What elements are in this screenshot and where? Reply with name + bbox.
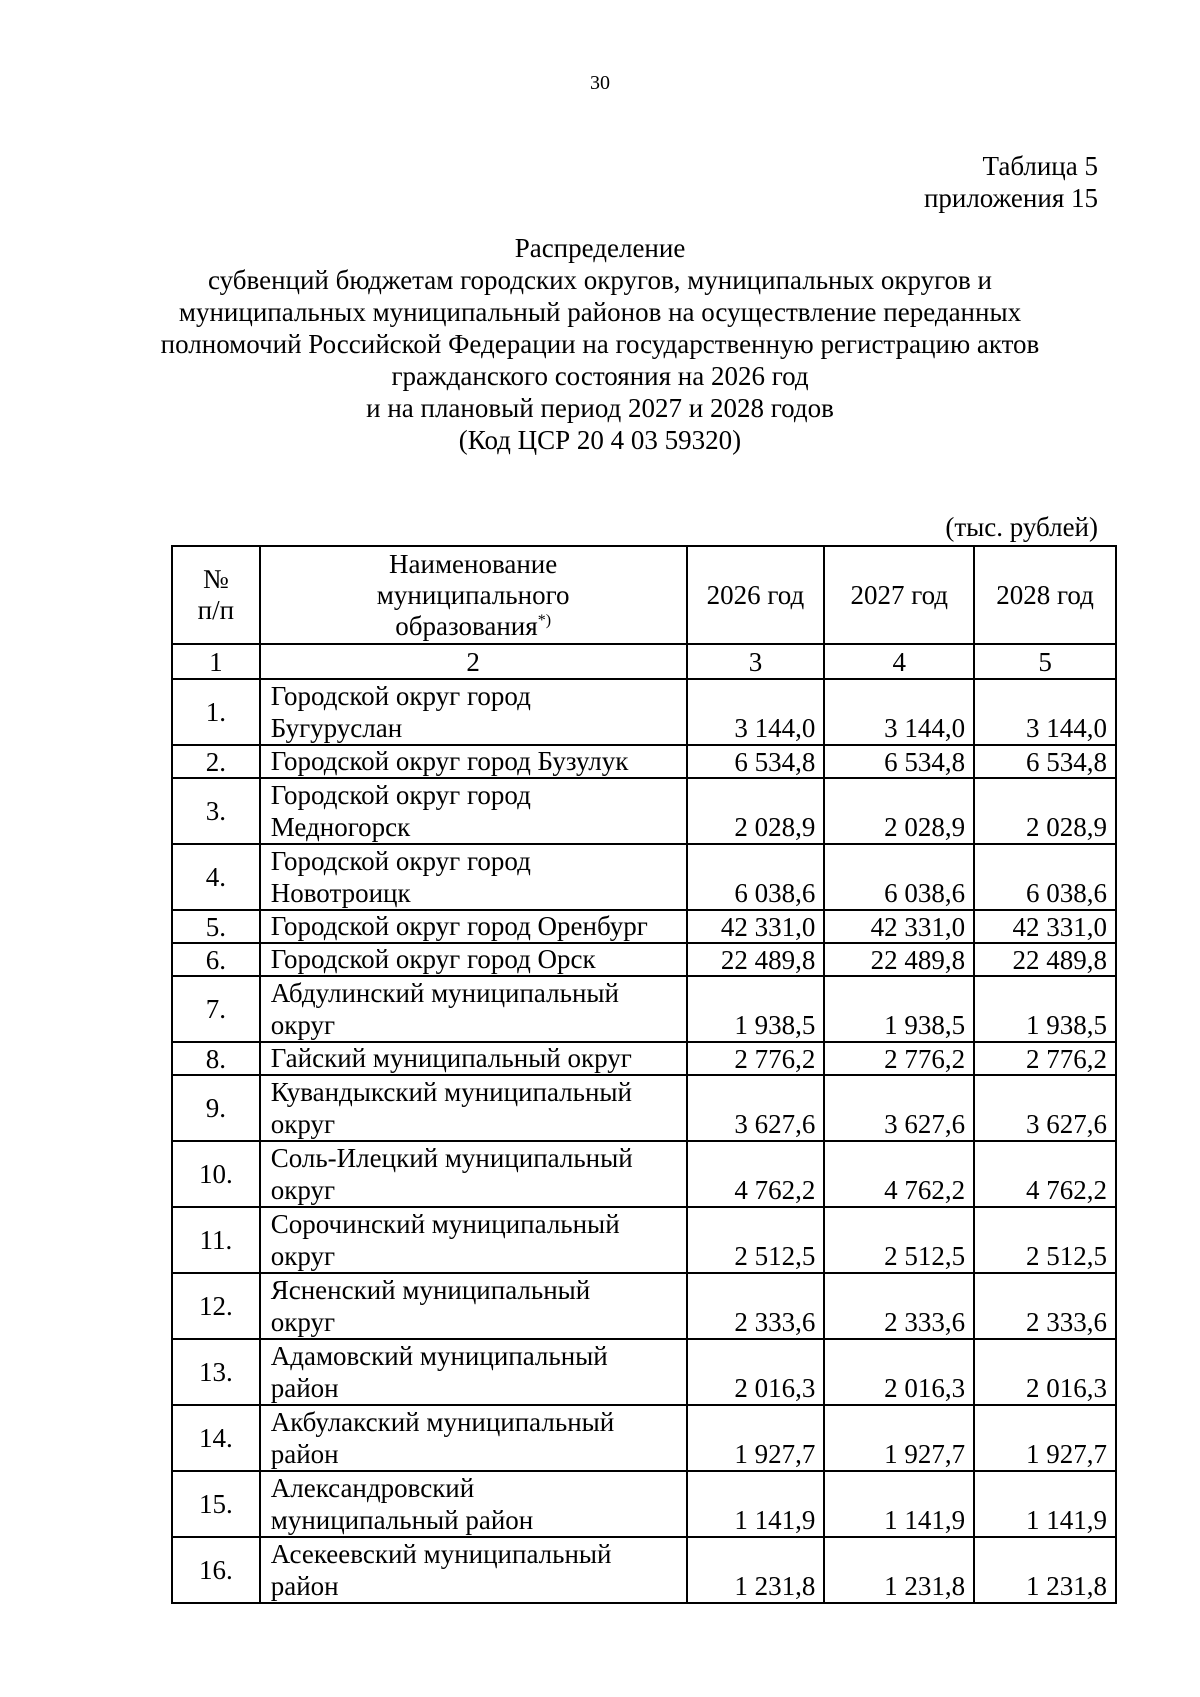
municipality-name bbox=[260, 745, 687, 778]
amount-2028: 6 534,8 bbox=[974, 745, 1116, 778]
title-line: гражданского состояния на 2026 год bbox=[391, 361, 809, 391]
table-row bbox=[172, 1141, 1116, 1207]
municipality-name-line: Абдулинский муниципальный bbox=[270, 978, 619, 1008]
table-row bbox=[172, 1075, 1116, 1141]
municipality-name bbox=[260, 976, 687, 1042]
table-row bbox=[172, 1471, 1116, 1537]
table-body bbox=[172, 679, 1116, 1603]
column-index: 1 bbox=[172, 644, 260, 679]
amount-2028: 2 333,6 bbox=[974, 1273, 1116, 1339]
amount-2026: 2 016,3 bbox=[687, 1339, 825, 1405]
header-2027: 2027 год bbox=[824, 546, 974, 644]
amount-2026: 6 534,8 bbox=[687, 745, 825, 778]
municipality-name-line: район bbox=[270, 1439, 339, 1469]
table-row bbox=[172, 910, 1116, 943]
row-number: 8. bbox=[172, 1042, 260, 1075]
municipality-name-line: Городской округ город Бузулук bbox=[270, 746, 629, 776]
amount-2028: 2 016,3 bbox=[974, 1339, 1116, 1405]
table-row bbox=[172, 1537, 1116, 1603]
amount-2026: 3 144,0 bbox=[687, 679, 825, 745]
amount-2026: 42 331,0 bbox=[687, 910, 825, 943]
row-number: 14. bbox=[172, 1405, 260, 1471]
municipality-name-line: Бугуруслан bbox=[270, 713, 403, 743]
amount-2027: 3 627,6 bbox=[824, 1075, 974, 1141]
municipality-name-line: Городской округ город bbox=[270, 780, 531, 810]
municipality-name-line: округ bbox=[270, 1109, 336, 1139]
municipality-name-line: Городской округ город bbox=[270, 681, 531, 711]
row-number: 5. bbox=[172, 910, 260, 943]
title-line: Распределение bbox=[514, 233, 686, 263]
amount-2028: 2 028,9 bbox=[974, 778, 1116, 844]
title-line: муниципальных муниципальный районов на осуществление переданных bbox=[178, 297, 1022, 327]
municipality-name-line: Акбулакский муниципальный bbox=[270, 1407, 615, 1437]
amount-2026: 4 762,2 bbox=[687, 1141, 825, 1207]
municipality-name-line: Кувандыкский муниципальный bbox=[270, 1077, 632, 1107]
header-name-line: Наименование bbox=[389, 548, 558, 579]
municipality-name bbox=[260, 1339, 687, 1405]
amount-2026: 1 927,7 bbox=[687, 1405, 825, 1471]
row-number: 3. bbox=[172, 778, 260, 844]
row-number: 15. bbox=[172, 1471, 260, 1537]
municipality-name bbox=[260, 1141, 687, 1207]
table-reference bbox=[924, 150, 1098, 214]
table-row bbox=[172, 1273, 1116, 1339]
municipality-name-line: Александровский bbox=[270, 1473, 475, 1503]
row-number: 4. bbox=[172, 844, 260, 910]
column-index: 3 bbox=[687, 644, 825, 679]
amount-2027: 1 927,7 bbox=[824, 1405, 974, 1471]
municipality-name-line: Городской округ город Орск bbox=[270, 944, 596, 974]
amount-2028: 42 331,0 bbox=[974, 910, 1116, 943]
amount-2026: 2 776,2 bbox=[687, 1042, 825, 1075]
header-number-abbr: п/п bbox=[197, 595, 235, 625]
amount-2027: 2 333,6 bbox=[824, 1273, 974, 1339]
municipality-name bbox=[260, 943, 687, 976]
row-number: 6. bbox=[172, 943, 260, 976]
table-row bbox=[172, 844, 1116, 910]
municipality-name bbox=[260, 910, 687, 943]
title-line: и на плановый период 2027 и 2028 годов bbox=[366, 393, 834, 423]
row-number: 9. bbox=[172, 1075, 260, 1141]
amount-2028: 3 627,6 bbox=[974, 1075, 1116, 1141]
municipality-name-line: Ясненский муниципальный bbox=[270, 1275, 591, 1305]
column-index: 2 bbox=[260, 644, 687, 679]
amount-2026: 1 231,8 bbox=[687, 1537, 825, 1603]
header-name-line bbox=[269, 611, 678, 642]
amount-2027: 3 144,0 bbox=[824, 679, 974, 745]
municipality-name-line: район bbox=[270, 1373, 339, 1403]
amount-2027: 2 028,9 bbox=[824, 778, 974, 844]
amount-2027: 42 331,0 bbox=[824, 910, 974, 943]
amount-2027: 6 038,6 bbox=[824, 844, 974, 910]
row-number: 16. bbox=[172, 1537, 260, 1603]
table-row bbox=[172, 679, 1116, 745]
municipality-name bbox=[260, 1471, 687, 1537]
row-number: 10. bbox=[172, 1141, 260, 1207]
table-header-row bbox=[172, 546, 1116, 644]
header-name-text: образования bbox=[395, 610, 538, 641]
amount-2028: 22 489,8 bbox=[974, 943, 1116, 976]
amount-2027: 1 938,5 bbox=[824, 976, 974, 1042]
municipality-name-line: Гайский муниципальный округ bbox=[270, 1043, 632, 1073]
municipality-name-line: Городской округ город bbox=[270, 846, 531, 876]
municipality-name-line: Городской округ город Оренбург bbox=[270, 911, 648, 941]
amount-2028: 2 512,5 bbox=[974, 1207, 1116, 1273]
municipality-name bbox=[260, 1405, 687, 1471]
amount-2027: 6 534,8 bbox=[824, 745, 974, 778]
municipality-name-line: округ bbox=[270, 1241, 336, 1271]
document-title bbox=[100, 232, 1100, 456]
municipality-name bbox=[260, 778, 687, 844]
table-row bbox=[172, 745, 1116, 778]
table-row bbox=[172, 943, 1116, 976]
municipality-name-line: округ bbox=[270, 1175, 336, 1205]
amount-2026: 2 028,9 bbox=[687, 778, 825, 844]
column-index: 4 bbox=[824, 644, 974, 679]
table-reference-line: приложения 15 bbox=[923, 183, 1098, 213]
amount-2028: 1 927,7 bbox=[974, 1405, 1116, 1471]
table-row bbox=[172, 778, 1116, 844]
municipality-name-line: Адамовский муниципальный bbox=[270, 1341, 608, 1371]
header-name bbox=[260, 546, 687, 644]
amount-2026: 6 038,6 bbox=[687, 844, 825, 910]
header-name-line: муниципального bbox=[376, 579, 570, 610]
amount-2028: 3 144,0 bbox=[974, 679, 1116, 745]
column-index: 5 bbox=[974, 644, 1116, 679]
amount-2026: 2 333,6 bbox=[687, 1273, 825, 1339]
row-number: 2. bbox=[172, 745, 260, 778]
municipality-name bbox=[260, 1537, 687, 1603]
table-row bbox=[172, 1207, 1116, 1273]
municipality-name bbox=[260, 1273, 687, 1339]
municipality-name-line: Новотроицк bbox=[270, 878, 411, 908]
amount-2027: 1 141,9 bbox=[824, 1471, 974, 1537]
row-number: 11. bbox=[172, 1207, 260, 1273]
amount-2027: 22 489,8 bbox=[824, 943, 974, 976]
municipality-name bbox=[260, 1207, 687, 1273]
amount-2027: 1 231,8 bbox=[824, 1537, 974, 1603]
table-row bbox=[172, 1042, 1116, 1075]
amount-2026: 1 938,5 bbox=[687, 976, 825, 1042]
municipality-name-line: Асекеевский муниципальный bbox=[270, 1539, 612, 1569]
amount-2027: 2 016,3 bbox=[824, 1339, 974, 1405]
municipality-name-line: муниципальный район bbox=[270, 1505, 534, 1535]
municipality-name-line: округ bbox=[270, 1010, 336, 1040]
amount-2027: 2 776,2 bbox=[824, 1042, 974, 1075]
header-2026: 2026 год bbox=[687, 546, 825, 644]
page-number: 30 bbox=[590, 72, 610, 94]
amount-2028: 2 776,2 bbox=[974, 1042, 1116, 1075]
municipality-name-line: район bbox=[270, 1571, 339, 1601]
row-number: 7. bbox=[172, 976, 260, 1042]
amount-2028: 1 231,8 bbox=[974, 1537, 1116, 1603]
municipality-name-line: Соль-Илецкий муниципальный bbox=[270, 1143, 633, 1173]
amount-2028: 1 938,5 bbox=[974, 976, 1116, 1042]
table-row bbox=[172, 976, 1116, 1042]
title-line: (Код ЦСР 20 4 03 59320) bbox=[458, 425, 742, 455]
header-2028: 2028 год bbox=[974, 546, 1116, 644]
municipality-name bbox=[260, 1075, 687, 1141]
footnote-marker: *) bbox=[537, 611, 552, 629]
municipality-name-line: Сорочинский муниципальный bbox=[270, 1209, 620, 1239]
amount-2028: 1 141,9 bbox=[974, 1471, 1116, 1537]
municipality-name bbox=[260, 1042, 687, 1075]
row-number: 12. bbox=[172, 1273, 260, 1339]
unit-label: (тыс. рублей) bbox=[945, 512, 1098, 542]
row-number: 13. bbox=[172, 1339, 260, 1405]
municipality-name-line: округ bbox=[270, 1307, 336, 1337]
table-reference-line: Таблица 5 bbox=[982, 151, 1098, 181]
amount-2026: 1 141,9 bbox=[687, 1471, 825, 1537]
title-line: полномочий Российской Федерации на государственную регистрацию актов bbox=[160, 329, 1040, 359]
amount-2026: 3 627,6 bbox=[687, 1075, 825, 1141]
title-line: субвенций бюджетам городских округов, муниципальных округов и bbox=[207, 265, 992, 295]
amount-2026: 2 512,5 bbox=[687, 1207, 825, 1273]
table-row bbox=[172, 1405, 1116, 1471]
row-number: 1. bbox=[172, 679, 260, 745]
header-number bbox=[172, 546, 260, 644]
header-number-symbol: № bbox=[202, 564, 229, 594]
amount-2028: 6 038,6 bbox=[974, 844, 1116, 910]
table-row bbox=[172, 1339, 1116, 1405]
subvention-table bbox=[171, 545, 1117, 1604]
municipality-name bbox=[260, 679, 687, 745]
amount-2027: 4 762,2 bbox=[824, 1141, 974, 1207]
amount-2028: 4 762,2 bbox=[974, 1141, 1116, 1207]
column-index-row bbox=[172, 644, 1116, 679]
municipality-name-line: Медногорск bbox=[270, 812, 411, 842]
amount-2026: 22 489,8 bbox=[687, 943, 825, 976]
municipality-name bbox=[260, 844, 687, 910]
amount-2027: 2 512,5 bbox=[824, 1207, 974, 1273]
